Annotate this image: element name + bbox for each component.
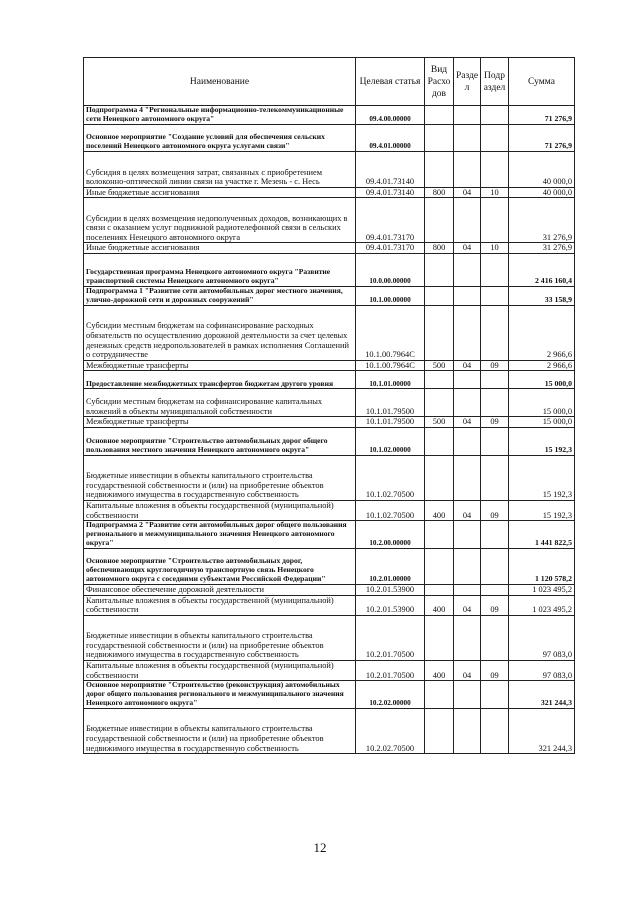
row-code: 09.4.00.00000 (356, 106, 425, 125)
row-razdel (454, 254, 481, 287)
row-vid (425, 615, 454, 660)
table-row (84, 389, 575, 417)
row-name: Бюджетные инвестиции в объекты капитального строительства государственной собственности и (или) на приобретение объектов недвижимого имущества в государственную собственность (84, 709, 356, 754)
row-vid (425, 151, 454, 187)
row-code: 10.1.00.7964C (356, 305, 425, 360)
row-vid: 400 (425, 501, 454, 521)
row-vid (425, 521, 454, 549)
row-podrazdel: 09 (481, 417, 509, 428)
row-code: 10.2.02.00000 (356, 681, 425, 709)
row-vid (425, 124, 454, 151)
row-razdel (454, 709, 481, 754)
header-code: Целевая статья (356, 58, 425, 106)
row-code: 10.1.01.79500 (356, 389, 425, 417)
row-name: Межбюджетные трансферты (84, 360, 356, 371)
row-razdel (454, 549, 481, 585)
row-sum: 97 083,0 (509, 615, 575, 660)
row-sum: 40 000,0 (509, 187, 575, 198)
row-vid (425, 254, 454, 287)
budget-table (83, 57, 575, 754)
row-podrazdel (481, 428, 509, 456)
row-podrazdel (481, 709, 509, 754)
header-sum: Сумма (509, 58, 575, 106)
page-number: 12 (313, 840, 327, 855)
row-razdel: 04 (454, 187, 481, 198)
row-razdel: 04 (454, 501, 481, 521)
row-podrazdel (481, 124, 509, 151)
row-sum: 15 192,3 (509, 501, 575, 521)
row-name: Государственная программа Ненецкого автономного округа "Развитие транспортной системы Ненецкого автономного округа" (84, 254, 356, 287)
row-name: Капитальные вложения в объекты государственной (муниципальной) собственности (84, 660, 356, 680)
row-podrazdel (481, 681, 509, 709)
row-sum: 15 000,0 (509, 389, 575, 417)
row-vid: 800 (425, 243, 454, 254)
row-name: Бюджетные инвестиции в объекты капитального строительства государственной собственности и (или) на приобретение объектов недвижимого имущества в государственную собственность (84, 615, 356, 660)
row-code: 09.4.01.73170 (356, 198, 425, 243)
row-sum: 33 158,9 (509, 287, 575, 306)
row-name: Подпрограмма 1 "Развитие сети автомобильных дорог местного значения, улично-дорожной сети и дорожных сооружений" (84, 287, 356, 306)
row-sum: 15 000,0 (509, 371, 575, 389)
row-sum: 15 192,3 (509, 456, 575, 501)
row-podrazdel: 09 (481, 360, 509, 371)
row-razdel: 04 (454, 660, 481, 680)
row-code: 10.1.02.70500 (356, 501, 425, 521)
table-body (84, 106, 575, 754)
table-row (84, 709, 575, 754)
row-razdel: 04 (454, 360, 481, 371)
row-code: 09.4.01.73170 (356, 243, 425, 254)
row-name: Субсидии в целях возмещения недополученных доходов, возникающих в связи с оказанием услуг подвижной радиотелефонной связи в сельских поселениях Ненецкого автономного округа (84, 198, 356, 243)
row-razdel (454, 124, 481, 151)
row-razdel (454, 106, 481, 125)
table-row (84, 660, 575, 680)
row-sum: 71 276,9 (509, 124, 575, 151)
row-vid (425, 585, 454, 596)
table-row (84, 371, 575, 389)
table-row (84, 106, 575, 125)
row-sum: 31 276,9 (509, 243, 575, 254)
row-sum: 1 023 495,2 (509, 595, 575, 615)
row-code: 10.0.00.00000 (356, 254, 425, 287)
table-row (84, 615, 575, 660)
row-podrazdel: 09 (481, 660, 509, 680)
row-razdel (454, 371, 481, 389)
row-razdel (454, 428, 481, 456)
row-podrazdel (481, 198, 509, 243)
row-podrazdel: 09 (481, 501, 509, 521)
row-podrazdel (481, 254, 509, 287)
table-row (84, 501, 575, 521)
row-code: 10.2.02.70500 (356, 709, 425, 754)
row-sum: 2 966,6 (509, 305, 575, 360)
row-sum: 15 192,3 (509, 428, 575, 456)
row-vid (425, 389, 454, 417)
row-podrazdel (481, 371, 509, 389)
row-name: Межбюджетные трансферты (84, 417, 356, 428)
row-name: Бюджетные инвестиции в объекты капитального строительства государственной собственности и (или) на приобретение объектов недвижимого имущества в государственную собственность (84, 456, 356, 501)
row-code: 10.2.01.70500 (356, 660, 425, 680)
row-name: Капитальные вложения в объекты государственной (муниципальной) собственности (84, 595, 356, 615)
row-podrazdel: 10 (481, 187, 509, 198)
row-razdel (454, 521, 481, 549)
table-row (84, 360, 575, 371)
row-podrazdel (481, 549, 509, 585)
table-row (84, 428, 575, 456)
table-row (84, 198, 575, 243)
row-podrazdel (481, 615, 509, 660)
table-row (84, 243, 575, 254)
row-name: Финансовое обеспечение дорожной деятельности (84, 585, 356, 596)
table-row (84, 681, 575, 709)
header-name: Наименование (84, 58, 356, 106)
row-name: Субсидии местным бюджетам на софинансирование расходных обязательств по осуществлению дорожной деятельности за счет целевых денежных средств недропользователей в рамках исполнения Соглашений о сотрудничестве (84, 305, 356, 360)
row-code: 10.1.02.70500 (356, 456, 425, 501)
table-row (84, 287, 575, 306)
row-code: 10.1.00.7964C (356, 360, 425, 371)
row-name: Иные бюджетные ассигнования (84, 243, 356, 254)
row-code: 10.2.00.00000 (356, 521, 425, 549)
row-razdel (454, 198, 481, 243)
row-vid: 400 (425, 660, 454, 680)
row-podrazdel (481, 456, 509, 501)
row-podrazdel (481, 585, 509, 596)
row-code: 10.2.01.53900 (356, 595, 425, 615)
table-row (84, 549, 575, 585)
row-code: 10.2.01.00000 (356, 549, 425, 585)
row-vid: 800 (425, 187, 454, 198)
table-row (84, 417, 575, 428)
row-code: 10.1.02.00000 (356, 428, 425, 456)
row-vid (425, 709, 454, 754)
row-sum: 2 966,6 (509, 360, 575, 371)
row-podrazdel (481, 287, 509, 306)
header-razdel: Разде л (454, 58, 481, 106)
row-code: 10.1.01.79500 (356, 417, 425, 428)
table-row (84, 456, 575, 501)
row-name: Иные бюджетные ассигнования (84, 187, 356, 198)
table-row (84, 151, 575, 187)
row-name: Субсидии местным бюджетам на софинансирование капитальных вложений в объекты муниципальной собственности (84, 389, 356, 417)
table-row (84, 305, 575, 360)
row-razdel: 04 (454, 595, 481, 615)
row-code: 09.4.01.73140 (356, 187, 425, 198)
row-sum: 321 244,3 (509, 681, 575, 709)
row-vid (425, 681, 454, 709)
row-vid: 500 (425, 417, 454, 428)
row-name: Субсидия в целях возмещения затрат, связанных с приобретением волоконно-оптической линии связи на участке г. Мезень - с. Несь (84, 151, 356, 187)
row-name: Основное мероприятие "Строительство автомобильных дорог, обеспечивающих круглогодичную транспортную связь Ненецкого автономного округа с соседними субъектами Российской Федерации" (84, 549, 356, 585)
row-name: Основное мероприятие "Создание условий для обеспечения сельских поселений Ненецкого автономного округа услугами связи" (84, 124, 356, 151)
row-name: Капитальные вложения в объекты государственной (муниципальной) собственности (84, 501, 356, 521)
row-podrazdel (481, 305, 509, 360)
row-sum: 2 416 160,4 (509, 254, 575, 287)
row-sum: 31 276,9 (509, 198, 575, 243)
row-podrazdel (481, 106, 509, 125)
table-header-row (84, 58, 575, 106)
header-vid: Вид Расхо дов (425, 58, 454, 106)
row-sum: 97 083,0 (509, 660, 575, 680)
row-code: 09.4.01.00000 (356, 124, 425, 151)
row-sum: 1 441 822,5 (509, 521, 575, 549)
row-podrazdel (481, 151, 509, 187)
row-name: Основное мероприятие "Строительство автомобильных дорог общего пользования местного значения Ненецкого автономного округа" (84, 428, 356, 456)
row-name: Предоставление межбюджетных трансфертов бюджетам другого уровня (84, 371, 356, 389)
row-sum: 1 120 578,2 (509, 549, 575, 585)
row-sum: 321 244,3 (509, 709, 575, 754)
row-vid: 400 (425, 595, 454, 615)
row-razdel (454, 681, 481, 709)
row-podrazdel: 10 (481, 243, 509, 254)
row-podrazdel (481, 389, 509, 417)
row-podrazdel (481, 521, 509, 549)
row-sum: 1 023 495,2 (509, 585, 575, 596)
row-vid (425, 428, 454, 456)
row-razdel (454, 585, 481, 596)
table-row (84, 595, 575, 615)
table-row (84, 124, 575, 151)
row-sum: 71 276,9 (509, 106, 575, 125)
row-code: 09.4.01.73140 (356, 151, 425, 187)
table-row (84, 254, 575, 287)
row-code: 10.1.01.00000 (356, 371, 425, 389)
row-razdel (454, 287, 481, 306)
row-vid (425, 287, 454, 306)
row-razdel: 04 (454, 243, 481, 254)
row-razdel (454, 456, 481, 501)
row-code: 10.1.00.00000 (356, 287, 425, 306)
header-podrazdel: Подр аздел (481, 58, 509, 106)
row-vid (425, 106, 454, 125)
row-name: Подпрограмма 2 "Развитие сети автомобильных дорог общего пользования регионального и межмуниципального значения Ненецкого автономного округа" (84, 521, 356, 549)
table-row (84, 187, 575, 198)
row-razdel (454, 389, 481, 417)
row-vid (425, 198, 454, 243)
row-vid (425, 371, 454, 389)
row-vid (425, 305, 454, 360)
row-name: Подпрограмма 4 "Региональные информационно-телекоммуникационные сети Ненецкого автономного округа" (84, 106, 356, 125)
table-row (84, 521, 575, 549)
row-code: 10.2.01.53900 (356, 585, 425, 596)
row-razdel: 04 (454, 417, 481, 428)
row-razdel (454, 305, 481, 360)
table-row (84, 585, 575, 596)
row-name: Основное мероприятие "Строительство (реконструкция) автомобильных дорог общего пользования регионального и межмуниципального значения Ненецкого автономного округа" (84, 681, 356, 709)
row-vid (425, 549, 454, 585)
row-razdel (454, 151, 481, 187)
row-vid: 500 (425, 360, 454, 371)
row-sum: 15 000,0 (509, 417, 575, 428)
row-vid (425, 456, 454, 501)
row-code: 10.2.01.70500 (356, 615, 425, 660)
row-podrazdel: 09 (481, 595, 509, 615)
row-razdel (454, 615, 481, 660)
row-sum: 40 000,0 (509, 151, 575, 187)
